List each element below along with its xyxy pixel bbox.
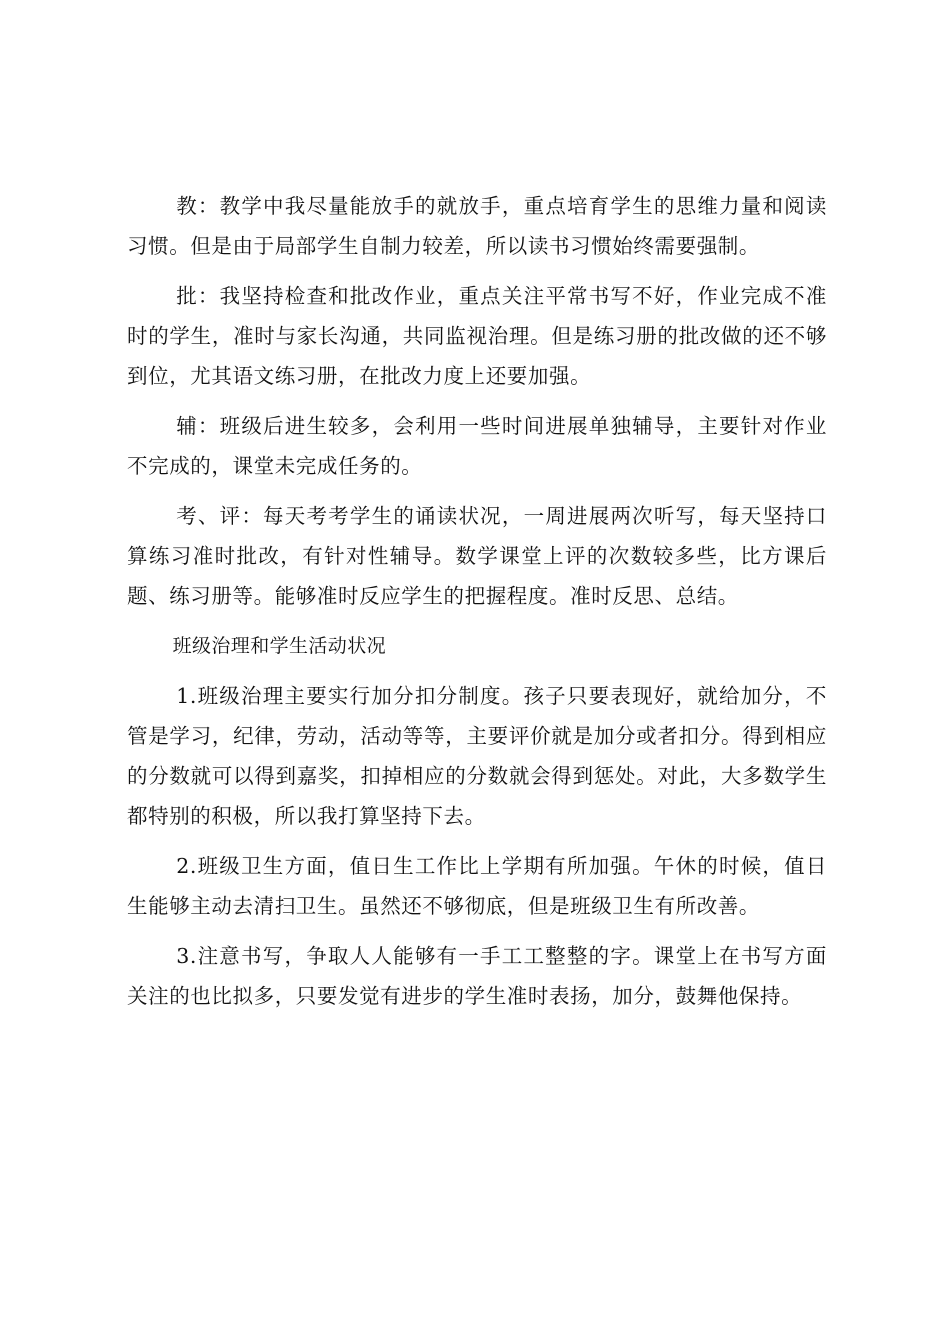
paragraph-teaching: 教：教学中我尽量能放手的就放手，重点培育学生的思维力量和阅读习惯。但是由于局部学生自制力较差，所以读书习惯始终需要强制。 bbox=[127, 194, 827, 258]
section-heading: 班级治理和学生活动状况 bbox=[172, 635, 386, 657]
document-body bbox=[127, 186, 827, 1026]
paragraph-tutoring: 辅：班级后进生较多，会利用一些时间进展单独辅导，主要针对作业不完成的，课堂未完成任务的。 bbox=[127, 414, 827, 478]
paragraph-item-2: 2.班级卫生方面，值日生工作比上学期有所加强。午休的时候，值日生能够主动去清扫卫生。虽然还不够彻底，但是班级卫生有所改善。 bbox=[127, 854, 827, 918]
paragraph-grading: 批：我坚持检查和批改作业，重点关注平常书写不好，作业完成不准时的学生，准时与家长沟通，共同监视治理。但是练习册的批改做的还不够到位，尤其语文练习册，在批改力度上还要加强。 bbox=[127, 284, 827, 388]
paragraph-item-3: 3.注意书写，争取人人能够有一手工工整整的字。课堂上在书写方面关注的也比拟多，只要发觉有进步的学生准时表扬，加分，鼓舞他保持。 bbox=[127, 944, 827, 1008]
paragraph-assessment: 考、评：每天考考学生的诵读状况，一周进展两次听写，每天坚持口算练习准时批改，有针对性辅导。数学课堂上评的次数较多些，比方课后题、练习册等。能够准时反应学生的把握程度。准时反思、总结。 bbox=[127, 504, 827, 608]
paragraph-item-1: 1.班级治理主要实行加分扣分制度。孩子只要表现好，就给加分，不管是学习，纪律，劳动，活动等等，主要评价就是加分或者扣分。得到相应的分数就可以得到嘉奖，扣掉相应的分数就会得到惩处。对此，大多数学生都特别的积极，所以我打算坚持下去。 bbox=[127, 684, 827, 828]
